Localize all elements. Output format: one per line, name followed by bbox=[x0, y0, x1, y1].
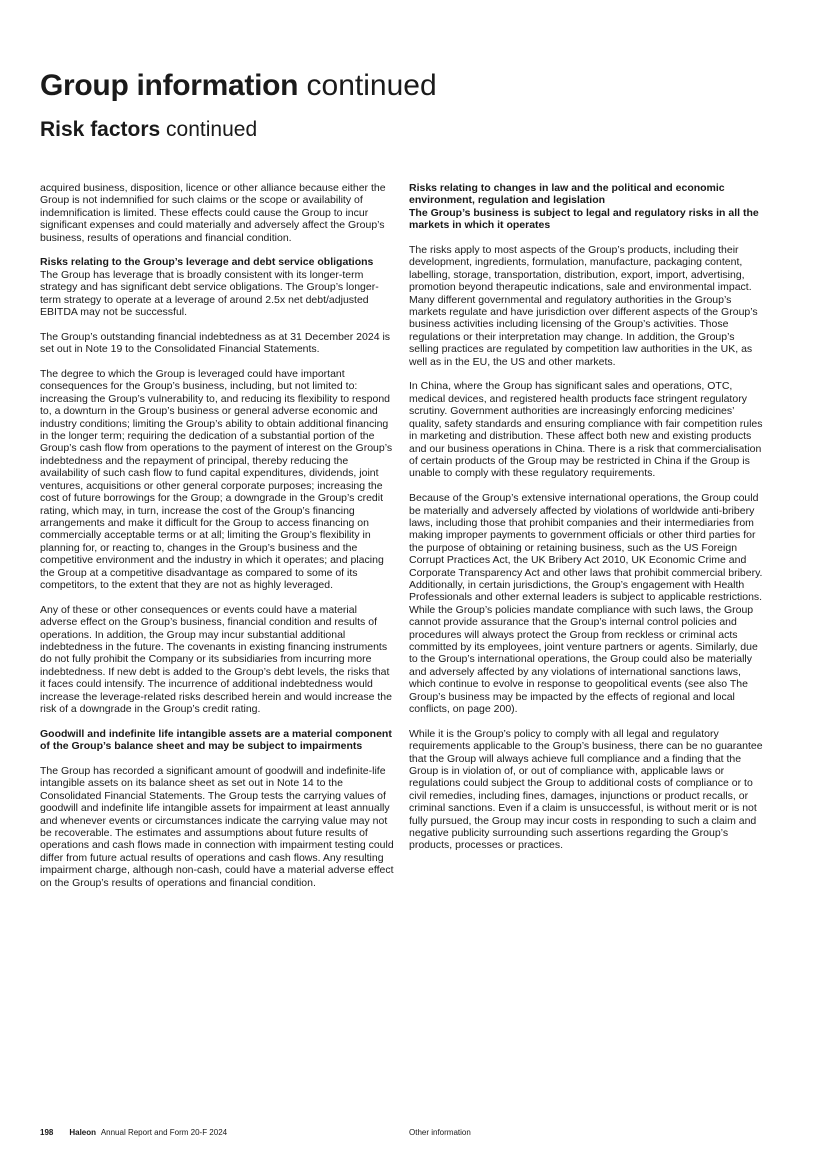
page-title-continued: continued bbox=[298, 69, 437, 102]
left-column bbox=[40, 182, 396, 901]
paragraph: The Group has leverage that is broadly consistent with its longer-term strategy and has significant debt service obligations. The Group’s longer-term strategy to operate at a leverage of around 2.5x net debt/adjusted EBITDA may not be successful. bbox=[40, 268, 379, 319]
section-heading-law-regulation: Risks relating to changes in law and the political and economic environment, regulation and legislation bbox=[409, 182, 725, 207]
section-subtitle-main: Risk factors bbox=[40, 118, 161, 141]
paragraph: The degree to which the Group is leveraged could have important consequences for the Group’s business, including, but not limited to: increasing the Group’s vulnerability to, and reducing its flexibility to respond to, a downturn in the Group’s business or general adverse economic and industry conditions; limiting the Group’s ability to obtain additional financing in the longer term; requiring the dedication of a substantial portion of the Group’s cash flow from operations to the payment of interest on the Group’s indebtedness and the repayment of principal, thereby reducing the availability of such cash flow to fund capital expenditures, dividends, joint ventures, acquisitions or other general corporate purposes; increasing the cost of future borrowings for the Group; a downgrade in the Group’s credit rating, which may, in turn, increase the cost of the Group’s financing arrangements and make it difficult for the Group to access financing on commercially acceptable terms or at all; limiting the Group’s flexibility in planning for, or reacting to, changes in the Group’s business and the competitive environment and the industry in which it operates; and placing the Group at a competitive disadvantage as compared to some of its competitors, to the extent that they are not as highly leveraged. bbox=[40, 368, 393, 591]
section-heading-goodwill: Goodwill and indefinite life intangible assets are a material component of the Group’s balance sheet and may be subject to impairments bbox=[40, 727, 392, 753]
paragraph: In China, where the Group has significant sales and operations, OTC, medical devices, and registered health products face stringent regulatory scrutiny. Government authorities are increasingly enforcing medicines’ quality, safety standards and ensuring compliance with fair competition rules in marketing and distribution. These affect both new and existing products and our business operations in China. There is a risk that commercialisation of certain products of the Group may be restricted in China if the Group is unable to comply with these regulatory requirements. bbox=[409, 380, 763, 480]
right-column bbox=[409, 182, 765, 864]
paragraph: Any of these or other consequences or events could have a material adverse effect on the Group’s business, financial condition and results of operations. In addition, the Group may incur substantial additional indebtedness in the future. The covenants in existing financing instruments do not fully prohibit the Company or its subsidiaries from incurring more indebtedness. If new debt is added to the Group’s debt levels, the risks that it faces could intensify. The incurrence of additional indebtedness would increase the leverage-related risks described herein and would increase the risk of a downgrade in the Group’s credit rating. bbox=[40, 603, 392, 715]
paragraph: The Group’s outstanding financial indebtedness as at 31 December 2024 is set out in Note 19 to the Consolidated Financial Statements. bbox=[40, 330, 391, 356]
paragraph: Because of the Group’s extensive international operations, the Group could be materially and adversely affected by violations of worldwide anti-bribery laws, including those that prohibit companies and their intermediaries from making improper payments to government officials or other third parties for the purpose of obtaining or retaining business, such as the US Foreign Corrupt Practices Act, the UK Bribery Act 2010, UK Economic Crime and Corporate Transparency Act and other laws that prohibit commercial bribery. Additionally, in certain jurisdictions, the Group’s engagement with Health Professionals and other external leaders is subject to applicable restrictions. While the Group’s policies mandate compliance with such laws, the Group cannot provide assurance that the Group’s internal control policies and procedures will always protect the Group from reckless or criminal acts committed by its employees, joint venture partners or agents. Similarly, due to the Group’s international operations, the Group could also be materially and adversely affected by any violations of international sanctions laws, which continue to evolve in response to geopolitical events (see also The Group’s business may be impacted by the effects of regional and local conflicts, on page 200). bbox=[409, 492, 763, 716]
brand-name: Haleon bbox=[69, 1128, 97, 1137]
page-title bbox=[40, 66, 437, 106]
section-subtitle-continued: continued bbox=[160, 118, 258, 141]
report-name: Annual Report and Form 20-F 2024 bbox=[100, 1128, 228, 1137]
paragraph: The Group has recorded a significant amount of goodwill and indefinite-life intangible assets on its balance sheet as set out in Note 14 to the Consolidated Financial Statements. The Group tests the carrying values of goodwill and indefinite life intangible assets for impairment at least annually and whenever events or circumstances indicate the carrying value may not be recoverable. The estimates and assumptions about future results of operations and cash flows made in connection with impairment testing could differ from future actual results of operations and cash flows. Any resulting impairment charge, although non-cash, could have a material adverse effect on the Group’s results of operations and financial condition. bbox=[40, 765, 394, 889]
paragraph: While it is the Group’s policy to comply with all legal and regulatory requirements applicable to the Group’s business, there can be no guarantee that the Group will always achieve full compliance and a finding that the Group is in violation of, or out of compliance with, applicable laws or regulations could subject the Group to additional costs of compliance or to civil remedies, including fines, damages, injunctions or product recalls, or criminal sanctions. Even if a claim is unsuccessful, is without merit or is not fully pursued, the Group may incur costs in responding to such a claim and negative publicity surrounding such assertions regarding the Group’s products, processes or practices. bbox=[409, 727, 763, 852]
section-subheading-legal-risks: The Group’s business is subject to legal and regulatory risks in all the markets in which it operates bbox=[409, 206, 759, 232]
section-heading-leverage: Risks relating to the Group’s leverage and debt service obligations bbox=[40, 256, 374, 269]
footer-section-link[interactable]: Other information bbox=[409, 1128, 471, 1137]
paragraph: The risks apply to most aspects of the Group’s products, including their development, ingredients, formulation, manufacture, packaging content, labelling, storage, transportation, distribution, export, import, advertising, promotion beyond therapeutic indications, sale and environmental impact. Many different governmental and regulatory authorities in the Group’s markets regulate and have jurisdiction over different aspects of the Group’s business activities including licensing of the Group’s activities. Those regulations or their interpretation may change. In addition, the Group’s selling practices are regulated by competition law authorities in the UK, as well as in the EU, the US and other markets. bbox=[409, 244, 758, 368]
page-number: 198 bbox=[40, 1128, 54, 1137]
section-subtitle bbox=[40, 116, 257, 144]
paragraph: acquired business, disposition, licence or other alliance because either the Group is not indemnified for such claims or the scope or availability of indemnification is limited. These effects could cause the Group to incur significant expenses and could materially and adversely affect the Group’s business, results of operations and financial condition. bbox=[40, 182, 386, 244]
footer-left bbox=[40, 1128, 227, 1138]
page-title-main: Group information bbox=[40, 69, 299, 102]
